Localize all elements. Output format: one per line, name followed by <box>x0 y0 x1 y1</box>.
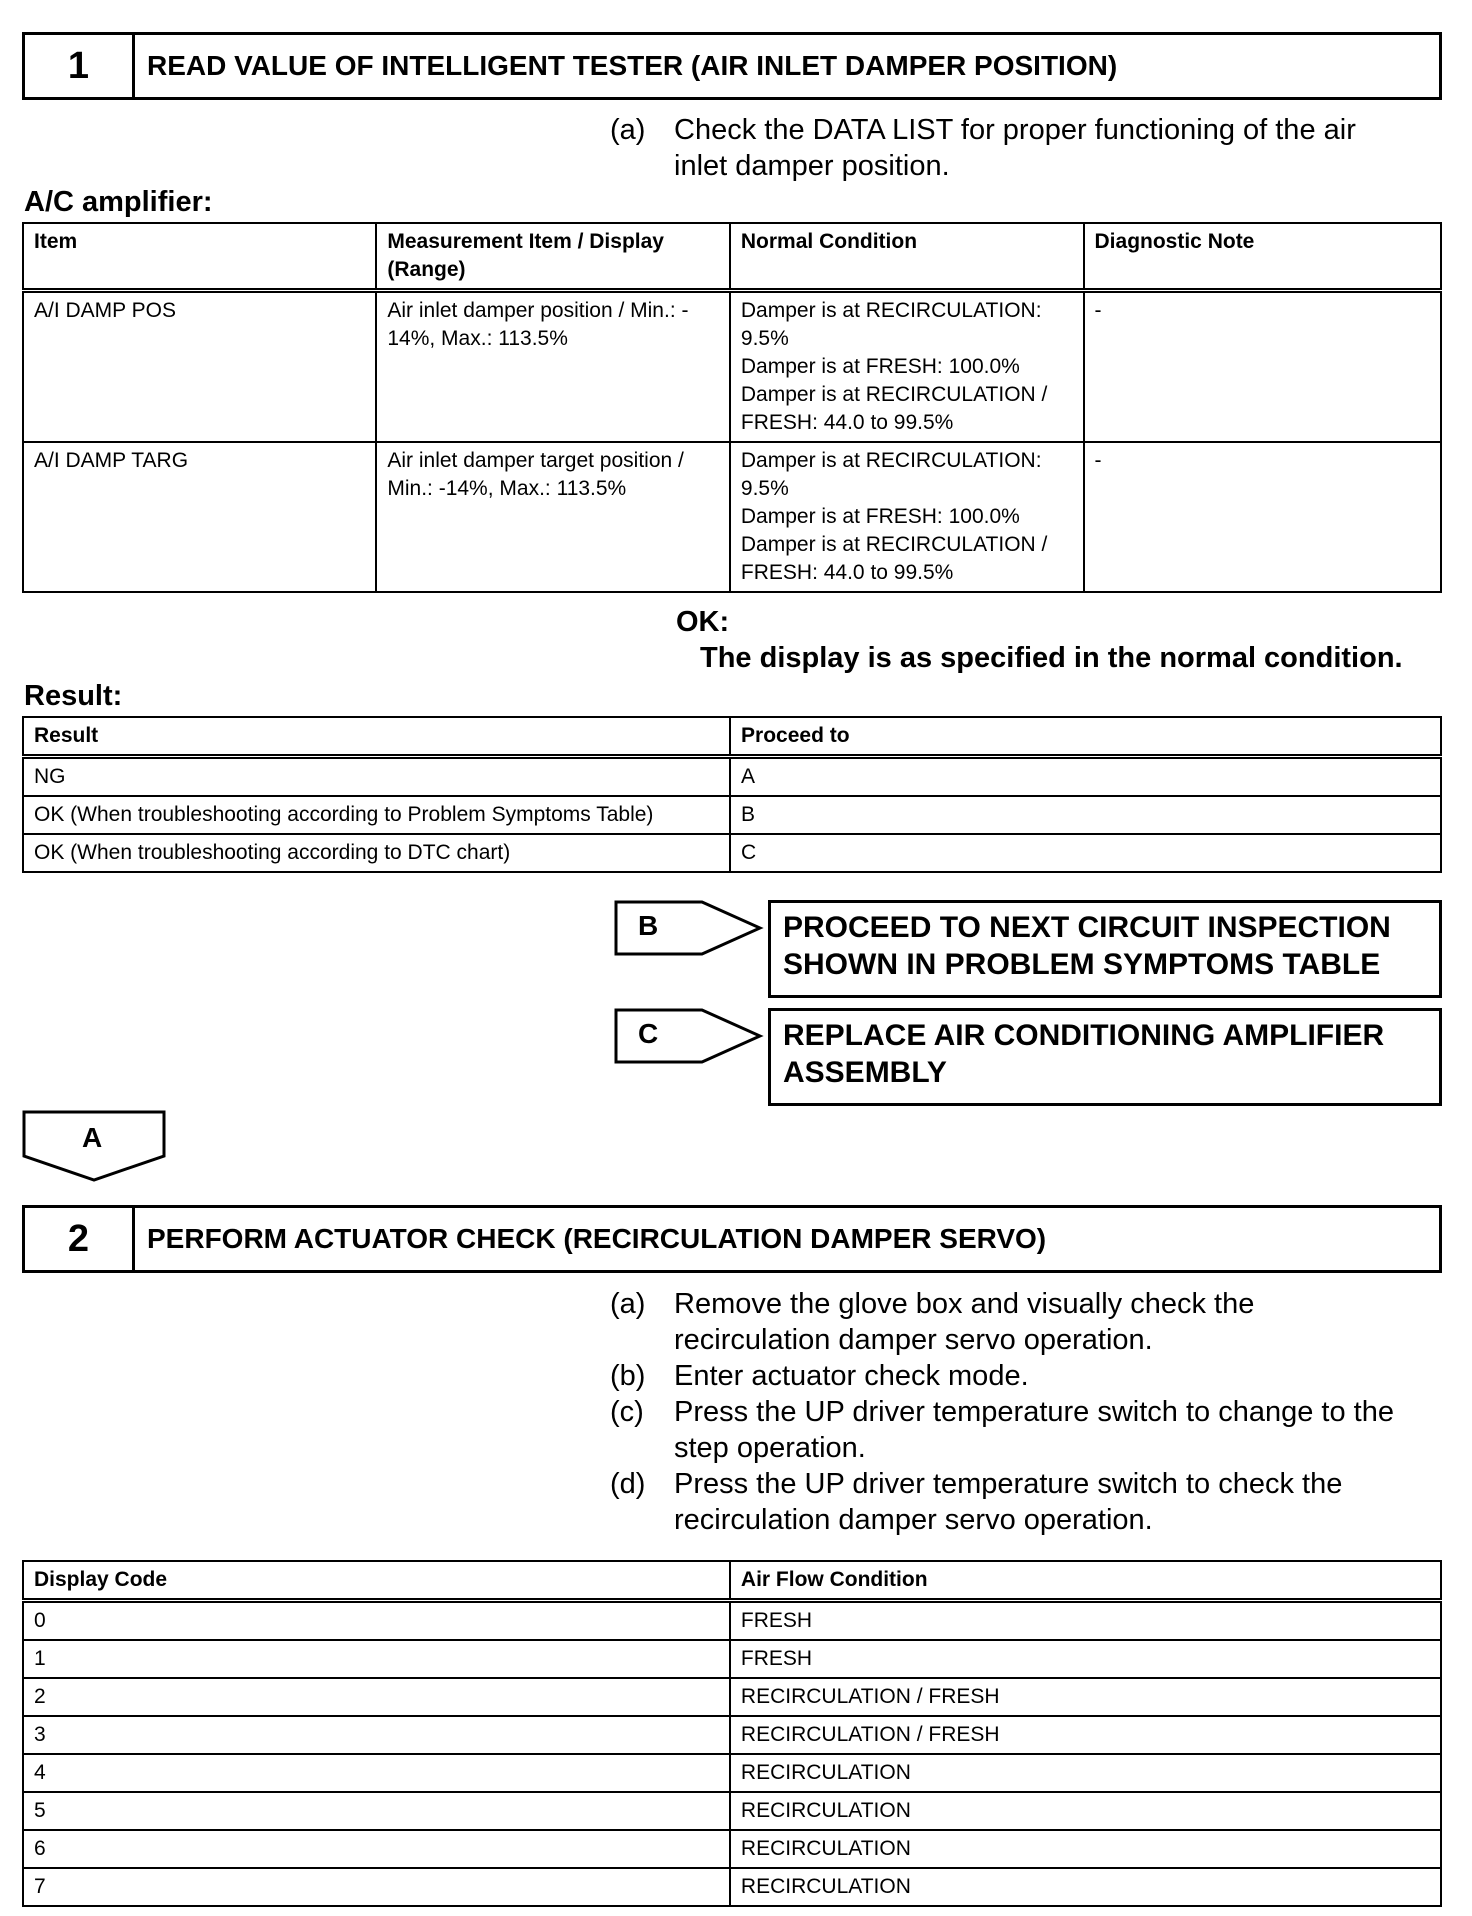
display-code-cell: 1 <box>23 1640 730 1678</box>
cell-line: FRESH: 44.0 to 99.5% <box>740 561 954 584</box>
data-list-table <box>22 222 1442 593</box>
cell-line: Damper is at RECIRCULATION / <box>740 533 1048 556</box>
instruction-text <box>674 1394 1450 1466</box>
air-flow-cell: RECIRCULATION / FRESH <box>730 1678 1441 1716</box>
table-row <box>23 1754 1441 1792</box>
instruction-line: inlet damper position. <box>674 150 950 182</box>
cell-line: Damper is at FRESH: 100.0% <box>740 505 1020 528</box>
table-row <box>23 834 1441 872</box>
step-number: 1 <box>25 35 135 97</box>
branch-a-tag <box>22 1110 168 1184</box>
cell-line: Air inlet damper target position / <box>387 449 684 472</box>
table-header-row <box>23 223 1441 291</box>
result-heading: Result: <box>24 680 123 712</box>
instruction-item <box>610 1466 1450 1538</box>
table-header-row <box>23 717 1441 757</box>
action-line: PROCEED TO NEXT CIRCUIT INSPECTION <box>783 911 1391 944</box>
cell-line: 9.5% <box>740 477 789 500</box>
branch-tag-label: A <box>82 1122 103 1153</box>
display-code-cell: 2 <box>23 1678 730 1716</box>
display-code-cell: 4 <box>23 1754 730 1792</box>
instruction-label: (c) <box>610 1396 644 1428</box>
table-row <box>23 1792 1441 1830</box>
column-header: Normal Condition <box>730 223 1084 291</box>
table-row <box>23 1868 1441 1906</box>
step-2-header <box>22 1205 1442 1273</box>
table-row <box>23 291 1441 443</box>
air-flow-cell: FRESH <box>730 1601 1441 1641</box>
air-flow-cell: RECIRCULATION <box>730 1830 1441 1868</box>
branch-b-tag <box>614 900 764 956</box>
instruction-text <box>674 1286 1450 1358</box>
branch-c-tag <box>614 1008 764 1064</box>
cell-line: Damper is at RECIRCULATION: <box>740 449 1042 472</box>
instruction-line: Check the DATA LIST for proper functioning of the air <box>674 114 1356 146</box>
table-row <box>23 1716 1441 1754</box>
column-header: Diagnostic Note <box>1084 223 1441 291</box>
branch-tag-label: C <box>638 1018 659 1049</box>
display-code-table <box>22 1560 1442 1907</box>
step-1-header <box>22 32 1442 100</box>
column-header: Result <box>23 717 730 757</box>
instruction-line: recirculation damper servo operation. <box>674 1324 1153 1356</box>
right-arrow-tag-icon <box>614 900 764 956</box>
display-code-cell: 0 <box>23 1601 730 1641</box>
cell-line: Min.: -14%, Max.: 113.5% <box>387 477 627 500</box>
cell-line: 14%, Max.: 113.5% <box>387 327 568 350</box>
measurement-cell <box>376 291 730 443</box>
ok-label: OK: <box>676 606 730 638</box>
instruction-line: Press the UP driver temperature switch to change to the <box>674 1396 1394 1428</box>
action-line: REPLACE AIR CONDITIONING AMPLIFIER <box>783 1019 1385 1052</box>
step-title: PERFORM ACTUATOR CHECK (RECIRCULATION DAMPER SERVO) <box>147 1223 1047 1254</box>
instruction-item <box>610 1358 1450 1394</box>
step-title: READ VALUE OF INTELLIGENT TESTER (AIR INLET DAMPER POSITION) <box>147 50 1118 81</box>
cell-line: 9.5% <box>740 327 789 350</box>
instruction-line: Press the UP driver temperature switch to check the <box>674 1468 1343 1500</box>
step-1-instructions <box>610 112 1450 184</box>
display-code-cell: 7 <box>23 1868 730 1906</box>
cell-line: Damper is at FRESH: 100.0% <box>740 355 1020 378</box>
column-header <box>376 223 730 291</box>
table-row <box>23 796 1441 834</box>
table-row <box>23 1830 1441 1868</box>
instruction-item <box>610 112 1450 184</box>
table-row <box>23 1678 1441 1716</box>
proceed-cell: B <box>730 796 1441 834</box>
instruction-label: (b) <box>610 1360 646 1392</box>
cell-line: Damper is at RECIRCULATION: <box>740 299 1042 322</box>
instruction-item <box>610 1394 1450 1466</box>
section-heading: A/C amplifier: <box>24 186 213 218</box>
branch-c-action <box>768 1008 1442 1106</box>
air-flow-cell: RECIRCULATION / FRESH <box>730 1716 1441 1754</box>
measurement-cell <box>376 442 730 592</box>
instruction-line: Enter actuator check mode. <box>674 1360 1029 1392</box>
air-flow-cell: FRESH <box>730 1640 1441 1678</box>
right-arrow-tag-icon <box>614 1008 764 1064</box>
table-row <box>23 757 1441 797</box>
normal-condition-cell <box>730 291 1084 443</box>
instruction-line: recirculation damper servo operation. <box>674 1504 1153 1536</box>
branch-b-action <box>768 900 1442 998</box>
display-code-cell: 3 <box>23 1716 730 1754</box>
instruction-text <box>674 1358 1450 1394</box>
table-header-row <box>23 1561 1441 1601</box>
instruction-label: (a) <box>610 1288 646 1320</box>
display-code-cell: 6 <box>23 1830 730 1868</box>
table-row <box>23 442 1441 592</box>
diagnostic-note-cell: - <box>1084 442 1441 592</box>
cell-line: Damper is at RECIRCULATION / <box>740 383 1048 406</box>
result-table <box>22 716 1442 873</box>
action-line: SHOWN IN PROBLEM SYMPTOMS TABLE <box>783 948 1381 981</box>
table-row <box>23 1640 1441 1678</box>
instruction-text <box>674 112 1450 184</box>
instruction-line: Remove the glove box and visually check the <box>674 1288 1255 1320</box>
result-cell: OK (When troubleshooting according to Problem Symptoms Table) <box>23 796 730 834</box>
display-code-cell: 5 <box>23 1792 730 1830</box>
item-cell: A/I DAMP POS <box>23 291 376 443</box>
branch-tag-label: B <box>638 910 659 941</box>
normal-condition-cell <box>730 442 1084 592</box>
instruction-text <box>674 1466 1450 1538</box>
column-header: Display Code <box>23 1561 730 1601</box>
instruction-line: step operation. <box>674 1432 866 1464</box>
step-2-instructions <box>610 1286 1450 1538</box>
diagnostic-note-cell: - <box>1084 291 1441 443</box>
action-line: ASSEMBLY <box>783 1056 947 1089</box>
air-flow-cell: RECIRCULATION <box>730 1792 1441 1830</box>
column-header: Proceed to <box>730 717 1441 757</box>
column-header: Air Flow Condition <box>730 1561 1441 1601</box>
column-header: Item <box>23 223 376 291</box>
ok-text: The display is as specified in the normal condition. <box>700 642 1403 674</box>
column-header-line: Measurement Item / Display <box>387 230 664 253</box>
air-flow-cell: RECIRCULATION <box>730 1868 1441 1906</box>
instruction-item <box>610 1286 1450 1358</box>
cell-line: Air inlet damper position / Min.: - <box>387 299 689 322</box>
air-flow-cell: RECIRCULATION <box>730 1754 1441 1792</box>
instruction-label: (a) <box>610 114 646 146</box>
item-cell: A/I DAMP TARG <box>23 442 376 592</box>
step-number: 2 <box>25 1208 135 1270</box>
column-header-line: (Range) <box>387 258 466 281</box>
table-row <box>23 1601 1441 1641</box>
instruction-label: (d) <box>610 1468 646 1500</box>
cell-line: FRESH: 44.0 to 99.5% <box>740 411 954 434</box>
proceed-cell: C <box>730 834 1441 872</box>
result-cell: NG <box>23 757 730 797</box>
proceed-cell: A <box>730 757 1441 797</box>
result-cell: OK (When troubleshooting according to DTC chart) <box>23 834 730 872</box>
